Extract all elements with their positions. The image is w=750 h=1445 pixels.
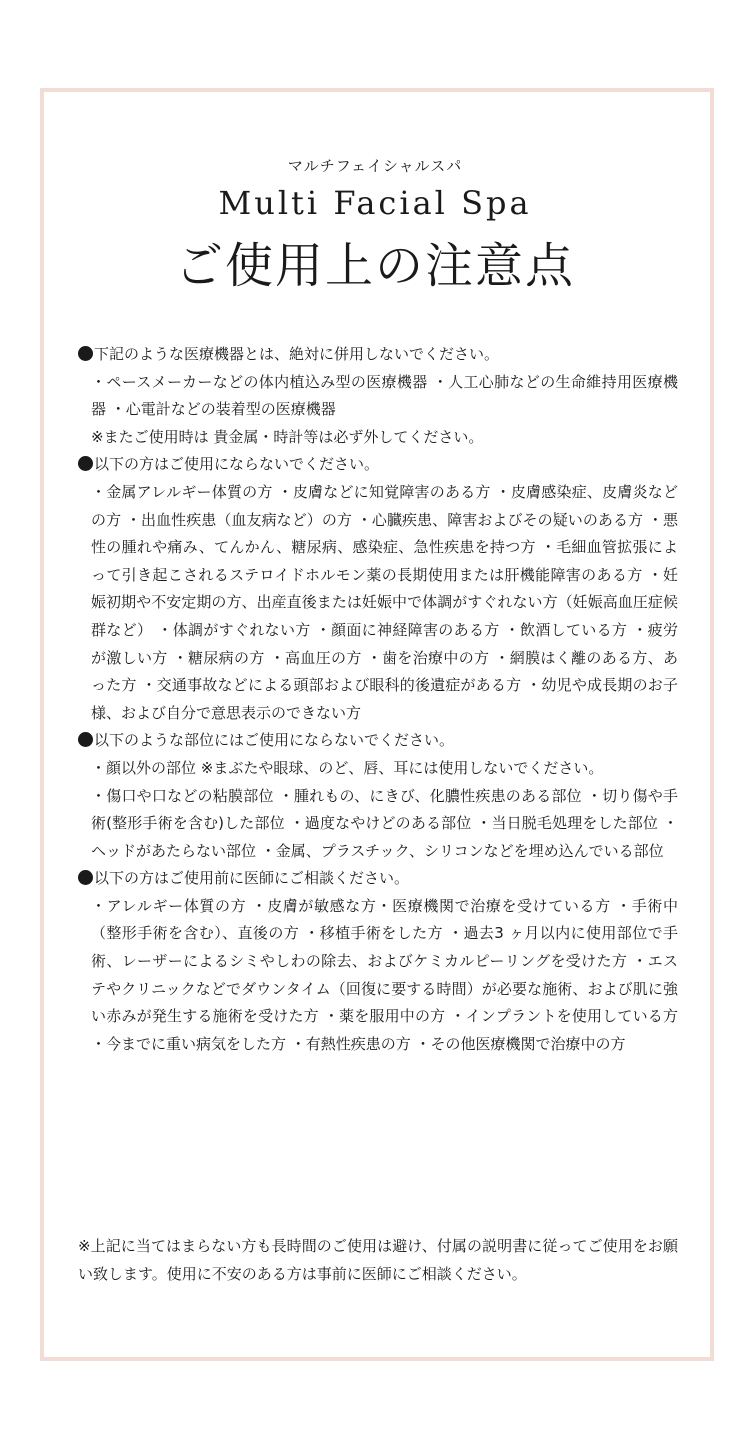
- section-heading: 以下の方はご使用前に医師にご相談ください。: [94, 869, 410, 888]
- section-paragraph: ・傷口や口などの粘膜部位 ・腫れもの、にきび、化膿性疾患のある部位 ・切り傷や手術(整形手術を含む)した部位 ・過度なやけどのある部位 ・当日脱毛処理をした部位 ・ヘッドがあたらない部位 ・金属、プラスチック、シリコンなどを埋め込んでいる部位: [91, 786, 678, 860]
- bullet-icon: [78, 346, 93, 361]
- bullet-icon: [78, 456, 93, 471]
- section-medical-devices: [78, 341, 678, 451]
- bullet-icon: [78, 870, 93, 885]
- section-paragraph: ・金属アレルギー体質の方 ・皮膚などに知覚障害のある方 ・皮膚感染症、皮膚炎などの方 ・出血性疾患（血友病など）の方 ・心臓疾患、障害およびその疑いのある方 ・悪性の腫れや痛み、てんかん、糖尿病、感染症、急性疾患を持つ方 ・毛細血管拡張によって引き起こされるステロイドホルモン薬の長期使用または肝機能障害のある方 ・妊娠初期や不安定期の方、出産直後または妊娠中で体調がすぐれない方（妊娠高血圧症候群など） ・体調がすぐれない方 ・顔面に神経障害のある方 ・飲酒している方 ・疲労が激しい方 ・糖尿病の方 ・高血圧の方 ・歯を治療中の方 ・網膜はく離のある方、あった方 ・交通事故などによる頭部および眼科的後遺症がある方 ・幼児や成長期のお子様、および自分で意思表示のできない方: [91, 482, 678, 722]
- section-prohibited-areas: [78, 727, 678, 865]
- product-name-english: Multi Facial Spa: [218, 184, 532, 222]
- precautions-list: [78, 341, 678, 1058]
- section-heading: 以下のような部位にはご使用にならないでください。: [94, 731, 455, 750]
- section-consult-doctor: [78, 865, 678, 1058]
- bullet-icon: [78, 732, 93, 747]
- product-name-kana: マルチフェイシャルスパ: [287, 157, 463, 175]
- section-paragraph: ・顔以外の部位 ※まぶたや眼球、のど、唇、耳には使用しないでください。: [91, 758, 604, 777]
- section-paragraph: ・ペースメーカーなどの体内植込み型の医療機器 ・人工心肺などの生命維持用医療機器 ・心電計などの装着型の医療機器: [91, 372, 678, 419]
- section-contraindicated-persons: [78, 451, 678, 727]
- footnote: ※上記に当てはまらない方も長時間のご使用は避け、付属の説明書に従ってご使用をお願い致します。使用に不安のある方は事前に医師にご相談ください。: [78, 1237, 678, 1283]
- page-title: ご使用上の注意点: [174, 238, 575, 294]
- section-paragraph: ※またご使用時は 貴金属・時計等は必ず外してください。: [91, 427, 484, 446]
- section-heading: 下記のような医療機器とは、絶対に併用しないでください。: [94, 345, 500, 363]
- section-paragraph: ・アレルギー体質の方 ・皮膚が敏感な方・医療機関で治療を受けている方 ・手術中（整形手術を含む）、直後の方 ・移植手術をした方 ・過去3 ヶ月以内に使用部位で手術、レーザーによるシミやしわの除去、およびケミカルピーリングを受けた方 ・エステやクリニックなどでダウンタイム（回復に要する時間）が必要な施術、および肌に強い赤みが発生する施術を受けた方 ・薬を服用中の方 ・インプラントを使用している方 ・今までに重い病気をした方 ・有熱性疾患の方 ・その他医療機関で治療中の方: [91, 896, 678, 1053]
- section-heading: 以下の方はご使用にならないでください。: [94, 455, 380, 474]
